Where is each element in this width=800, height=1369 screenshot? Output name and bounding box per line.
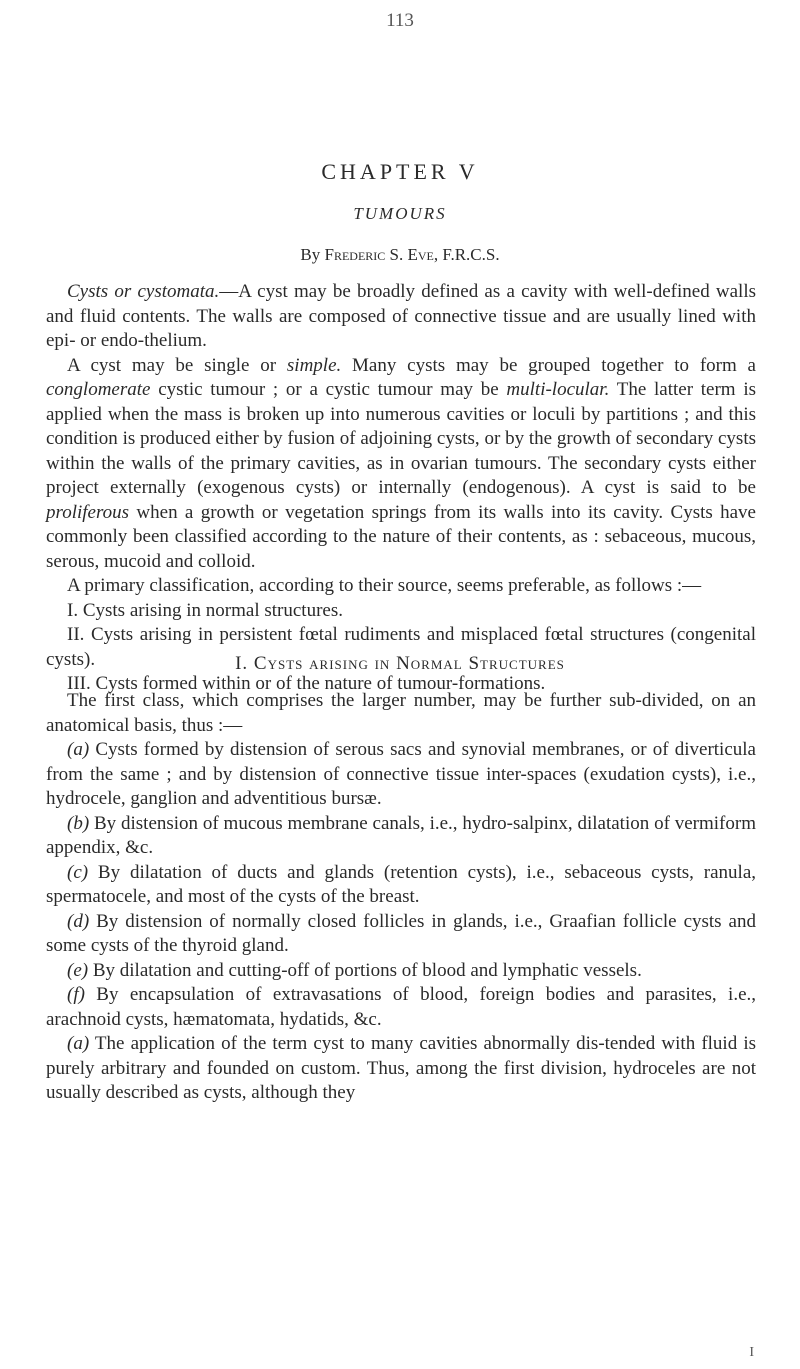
note-a [46,1032,756,1106]
text-b: By distension of mucous membrane canals, i.e., hydro-salpinx, dilatation of vermiform appendix, &c. [46,812,756,858]
byline-author: Frederic S. Eve [324,245,434,264]
term-simple: simple. [286,354,342,376]
term-proliferous: proliferous [46,501,130,523]
paragraph-classification: A primary classification, according to their source, seems preferable, as follows :— [67,575,702,596]
list-item-3: III. Cysts formed within or of the nature of tumour-formations. [67,673,546,694]
text-note-a: The application of the term cyst to many cavities abnormally dis-tended with fluid is purely arbitrary and founded on custom. Thus, among the first division, hydroceles are not usually described as cysts, although they [46,1033,756,1103]
byline-suffix: , F.R.C.S. [433,245,500,264]
term-cystomata: Cysts or cystomata. [67,281,220,302]
label-a: (a) [67,739,90,760]
list-item-2: II. Cysts arising in persistent fœtal rudiments and misplaced fœtal structures (congenital cysts). [46,624,756,670]
term-multilocular: multi-locular. [506,379,610,400]
term-conglomerate: conglomerate [46,379,151,400]
text-d: By distension of normally closed follicles in glands, i.e., Graafian follicle cysts and some cysts of the thyroid gland. [46,910,756,956]
byline-prefix: By [300,245,321,264]
label-d: (d) [67,910,90,932]
text-a: Cysts formed by distension of serous sacs and synovial membranes, or of diverticula from the same ; and by distension of connective tissue inter-spaces (exudation cysts), i.e., hydrocele, ganglion and adventitious bursæ. [46,739,756,809]
types-text-c: cystic tumour ; or a cystic tumour may be [150,379,507,400]
section-intro: The first class, which comprises the larger number, may be further sub-divided, on an anatomical basis, thus :— [46,690,756,736]
signature-mark: I [749,1345,754,1360]
subdivision-c [46,861,756,910]
section-block [46,689,756,1106]
label-e: (e) [67,959,89,981]
subdivision-e [46,959,756,984]
types-text-d: The latter term is applied when the mass is broken up into numerous cavities or loculi by partitions ; and this condition is produced either by fusion of adjoining cysts, or by the growth of secondary cysts within the walls of the primary cavities, as in ovarian tumours. The secondary cysts either project externally (exogenous cysts) or internally (endogenous). A cyst is said to be [46,379,756,498]
text-c: By dilatation of ducts and glands (retention cysts), i.e., sebaceous cysts, ranula, spermatocele, and most of the cysts of the breast. [46,861,756,907]
chapter-subtitle: TUMOURS [353,204,447,223]
section-heading: I. Cysts arising in Normal Structures [235,653,565,674]
label-note-a: (a) [67,1033,90,1054]
types-text-b: Many cysts may be grouped together to form a [341,354,756,376]
types-text-e: when a growth or vegetation springs from its walls into its cavity. Cysts have commonly been classified according to the nature of their contents, as : sebaceous, mucous, serous, mucoid and colloid. [46,501,756,572]
definition-text: —A cyst may be broadly defined as a cavity with well-defined walls and fluid contents. The walls are composed of connective tissue and are usually lined with epi- or endo-thelium. [46,281,757,351]
text-f: By encapsulation of extravasations of blood, foreign bodies and parasites, i.e., arachnoid cysts, hæmatomata, hydatids, &c. [46,984,756,1030]
subdivision-d [46,910,756,959]
paragraph-definition [46,280,756,354]
intro-block [46,280,756,697]
author-byline [0,245,800,265]
text-e: By dilatation and cutting-off of portions of blood and lymphatic vessels. [88,959,642,981]
subdivision-a [46,738,756,812]
chapter-heading: CHAPTER V [321,159,479,184]
page-number: 113 [386,10,414,31]
label-c: (c) [67,861,89,883]
paragraph-types [46,354,756,575]
list-item-1: I. Cysts arising in normal structures. [67,599,343,621]
types-text-a: A cyst may be single or [67,354,287,376]
subdivision-f [46,983,756,1032]
label-b: (b) [67,812,90,834]
label-f: (f) [67,984,85,1005]
subdivision-b [46,812,756,861]
